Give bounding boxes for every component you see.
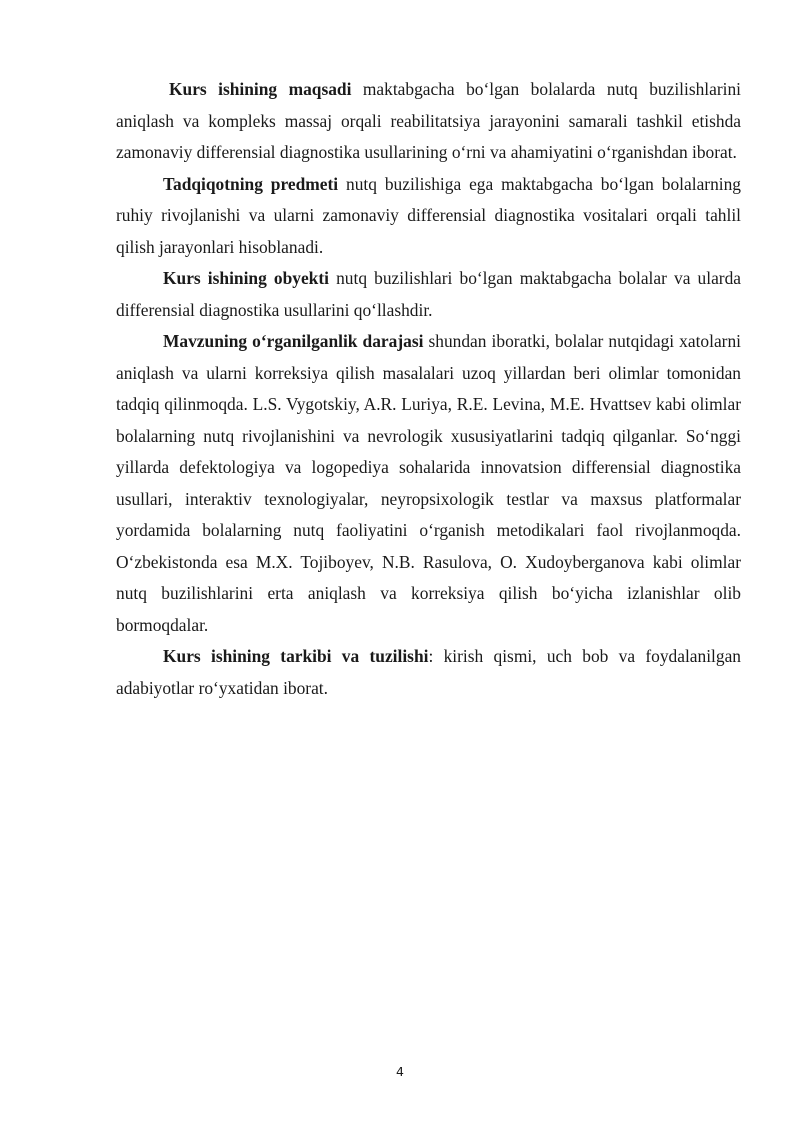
paragraph-study-level [116,326,741,641]
paragraph-heading: Tadqiqotning predmeti [163,173,339,194]
paragraph-heading: Mavzuning o‘rganilganlik darajasi [163,331,424,351]
paragraph-structure [116,641,741,704]
page-number: 4 [396,1064,404,1079]
paragraph-heading: Kurs ishining tarkibi va tuzilishi [163,646,429,666]
page-body [116,74,741,704]
paragraph-text: : kirish qismi, uch bob va foydalanilgan adabiyotlar ro‘yxatidan iborat. [116,646,741,698]
paragraph-heading: Kurs ishining obyekti [163,268,329,288]
paragraph-text: shundan iboratki, bolalar nutqidagi xatolarni aniqlash va ularni korreksiya qilish masalalari uzoq yillardan beri olimlar tomonidan tadqiq qilinmoqda. L.S. Vygotskiy, A.R. Luriya, R.E. Levina, M.E. Hvattsev kabi olimlar bolalarning nutq rivojlanishini va nevrologik xususiyatlarini tadqiq qilganlar. So‘nggi yillarda defektologiya va logopediya sohalarida innovatsion differensial diagnostika usullari, interaktiv texnologiyalar, neyropsixologik testlar va maxsus platformalar yordamida bolalarning nutq faoliyatini o‘rganish metodikalari faol rivojlanmoqda. O‘zbekistonda esa M.X. Tojiboyev, N.B. Rasulova, O. Xudoyberganova kabi olimlar nutq buzilishlarini erta aniqlash va korreksiya qilish bo‘yicha izlanishlar olib bormoqdalar. [116,331,741,635]
paragraph-text: nutq buzilishlari bo‘lgan maktabgacha bolalar va ularda differensial diagnostika usullarini qo‘llashdir. [116,268,741,320]
paragraph-goal [116,74,741,169]
paragraph-object [116,263,741,326]
paragraph-text: maktabgacha bo‘lgan bolalarda nutq buzilishlarini aniqlash va kompleks massaj orqali reabilitatsiya jarayonini samarali tashkil etishda zamonaviy differensial diagnostika usullarining o‘rni va ahamiyatini o‘rganishdan iborat. [116,79,741,162]
paragraph-heading: Kurs ishining maqsadi [169,79,352,99]
paragraph-subject [116,169,741,264]
paragraph-text: nutq buzilishiga ega maktabgacha bo‘lgan bolalarning ruhiy rivojlanishi va ularni zamonaviy differensial diagnostika vositalari orqali tahlil qilish jarayonlari hisoblanadi. [116,173,741,257]
